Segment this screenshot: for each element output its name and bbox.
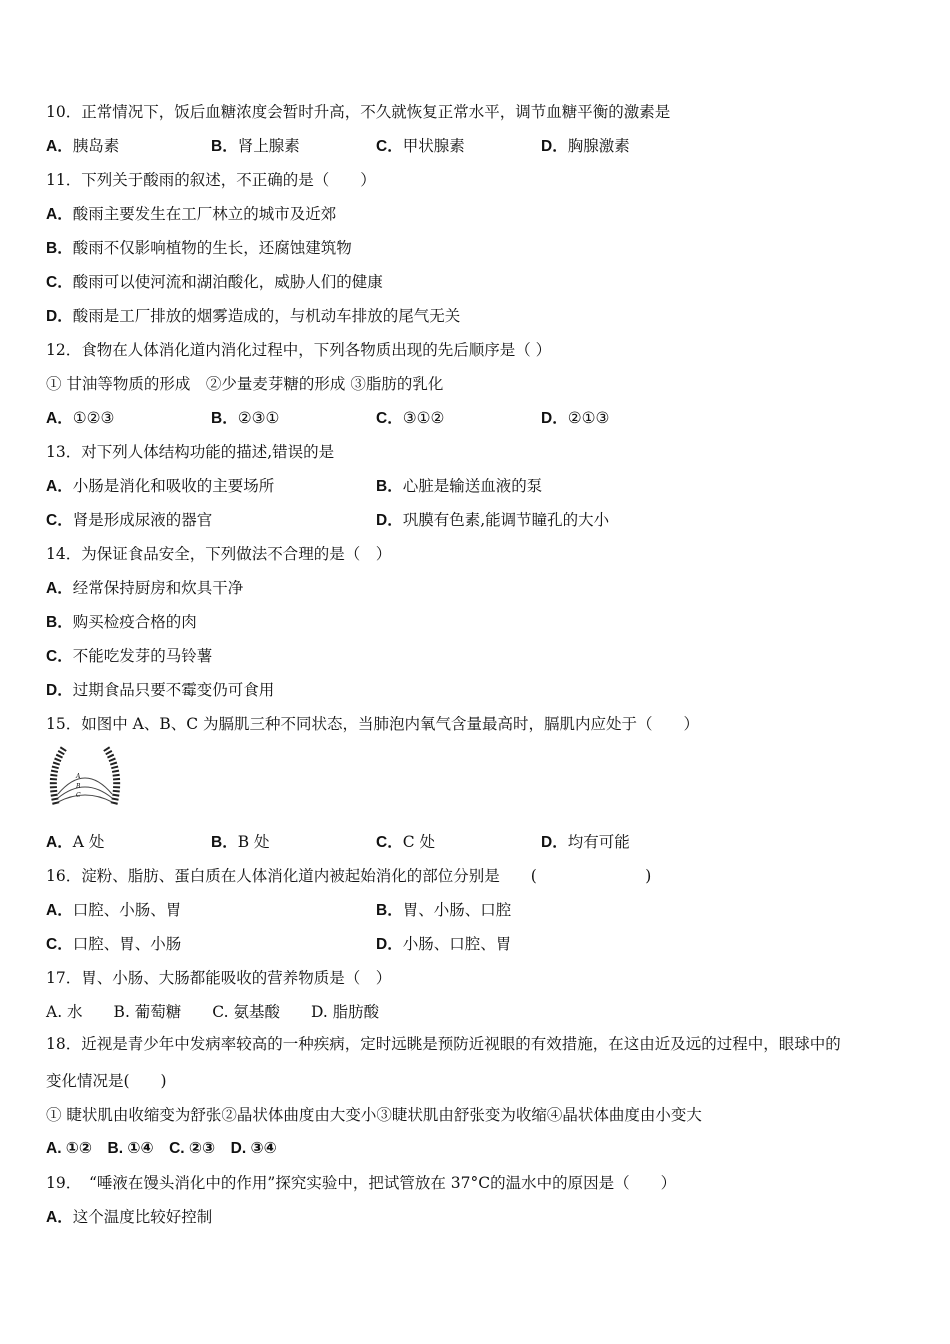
q16-option-b: B．胃、小肠、口腔 bbox=[376, 901, 512, 919]
rib-cage-right bbox=[106, 748, 117, 804]
figure-label-a: A bbox=[76, 773, 81, 780]
q13-option-a: A．小肠是消化和吸收的主要场所 bbox=[46, 477, 275, 495]
figure-label-b: B bbox=[76, 783, 81, 790]
question-12-sub: ① 甘油等物质的形成 ②少量麦芽糖的形成 ③脂肪的乳化 bbox=[46, 375, 444, 393]
question-18-sub: ① 睫状肌由收缩变为舒张②晶状体曲度由大变小③睫状肌由舒张变为收缩④晶状体曲度由小变大 bbox=[46, 1106, 702, 1124]
q16-option-d: D．小肠、口腔、胃 bbox=[376, 935, 512, 953]
question-10-stem: 10．正常情况下，饭后血糖浓度会暂时升高，不久就恢复正常水平，调节血糖平衡的激素是 bbox=[46, 103, 671, 121]
q13-option-b: B．心脏是输送血液的泵 bbox=[376, 477, 543, 495]
q11-option-d: D．酸雨是工厂排放的烟雾造成的，与机动车排放的尾气无关 bbox=[46, 307, 461, 325]
rib-cage-left bbox=[53, 748, 64, 804]
q12-option-b: B．②③① bbox=[211, 409, 280, 427]
question-13-stem: 13．对下列人体结构功能的描述,错误的是 bbox=[46, 443, 335, 461]
q12-option-c: C．③①② bbox=[376, 409, 445, 427]
q15-option-c: C．C 处 bbox=[376, 833, 435, 851]
question-18-stem: 18．近视是青少年中发病率较高的一种疾病，定时远眺是预防近视眼的有效措施，在这由近及远的过程中，眼球中的 bbox=[46, 1035, 841, 1053]
q16-option-c: C．口腔、胃、小肠 bbox=[46, 935, 182, 953]
q11-option-c: C．酸雨可以使河流和湖泊酸化，威胁人们的健康 bbox=[46, 273, 383, 291]
question-18-stem-continued: 变化情况是( ) bbox=[46, 1072, 167, 1090]
figure-label-c: C bbox=[76, 792, 81, 799]
q14-option-b: B．购买检疫合格的肉 bbox=[46, 613, 197, 631]
q14-option-d: D．过期食品只要不霉变仍可食用 bbox=[46, 681, 275, 699]
diaphragm-figure bbox=[46, 742, 124, 808]
q10-option-a: A．胰岛素 bbox=[46, 137, 120, 155]
q12-option-d: D．②①③ bbox=[541, 409, 610, 427]
question-17-stem: 17．胃、小肠、大肠都能吸收的营养物质是（ ） bbox=[46, 969, 392, 987]
question-11-stem: 11．下列关于酸雨的叙述，不正确的是（ ） bbox=[46, 171, 376, 189]
question-14-stem: 14．为保证食品安全，下列做法不合理的是（ ） bbox=[46, 545, 392, 563]
diaphragm-curve-a bbox=[58, 778, 112, 794]
q14-option-a: A．经常保持厨房和炊具干净 bbox=[46, 579, 244, 597]
question-16-stem: 16．淀粉、脂肪、蛋白质在人体消化道内被起始消化的部位分别是 ( ) bbox=[46, 867, 652, 885]
q19-option-a: A．这个温度比较好控制 bbox=[46, 1208, 213, 1226]
question-12-stem: 12．食物在人体消化道内消化过程中，下列各物质出现的先后顺序是（ ） bbox=[46, 341, 552, 359]
diaphragm-curve-b bbox=[58, 787, 112, 798]
q10-option-b: B．肾上腺素 bbox=[211, 137, 300, 155]
q10-option-c: C．甲状腺素 bbox=[376, 137, 465, 155]
q12-option-a: A．①②③ bbox=[46, 409, 115, 427]
q15-option-a: A．A 处 bbox=[46, 833, 105, 851]
q15-option-b: B．B 处 bbox=[211, 833, 270, 851]
question-15-stem: 15．如图中 A、B、C 为膈肌三种不同状态，当肺泡内氧气含量最高时，膈肌内应处于（ ） bbox=[46, 715, 700, 733]
q13-option-c: C．肾是形成尿液的器官 bbox=[46, 511, 213, 529]
q13-option-d: D．巩膜有色素,能调节瞳孔的大小 bbox=[376, 511, 610, 529]
question-17-options: A. 水 B. 葡萄糖 C. 氨基酸 D. 脂肪酸 bbox=[46, 1003, 380, 1021]
question-18-options: A. ①② B. ①④ C. ②③ D. ③④ bbox=[46, 1140, 277, 1157]
q10-option-d: D．胸腺激素 bbox=[541, 137, 630, 155]
q11-option-b: B．酸雨不仅影响植物的生长，还腐蚀建筑物 bbox=[46, 239, 352, 257]
q15-option-d: D．均有可能 bbox=[541, 833, 630, 851]
q11-option-a: A．酸雨主要发生在工厂林立的城市及近郊 bbox=[46, 205, 337, 223]
question-19-stem: 19． “唾液在馒头消化中的作用”探究实验中，把试管放在 37°C的温水中的原因是（ ） bbox=[46, 1174, 677, 1192]
q14-option-c: C．不能吃发芽的马铃薯 bbox=[46, 647, 213, 665]
diaphragm-curve-c bbox=[58, 795, 112, 802]
q16-option-a: A．口腔、小肠、胃 bbox=[46, 901, 182, 919]
